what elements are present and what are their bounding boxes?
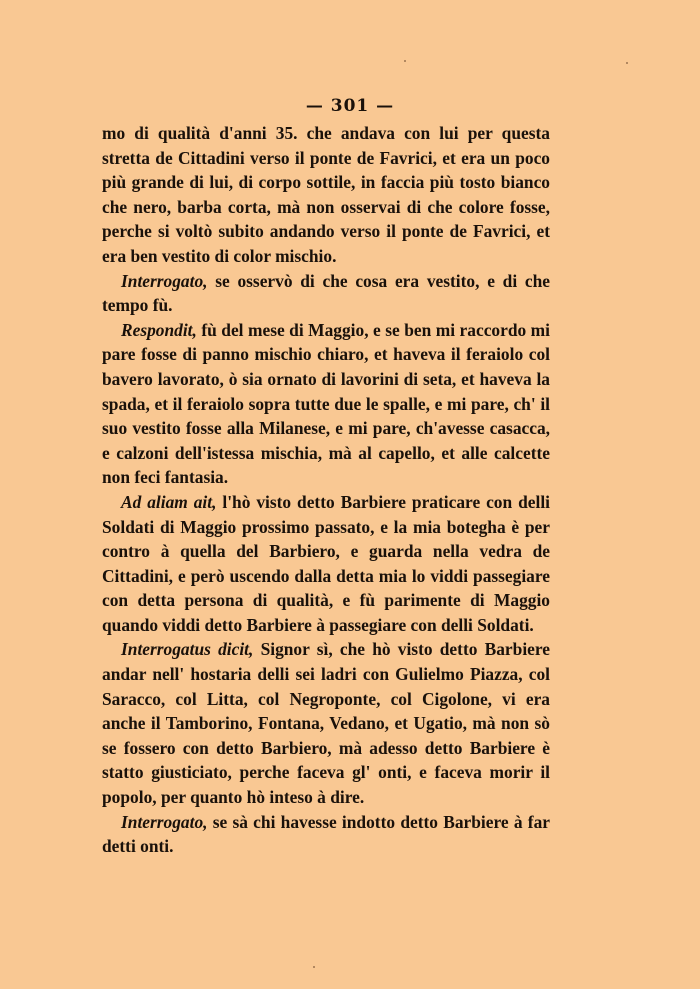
page-number: — 301 — — [305, 96, 395, 116]
paragraph-5 — [102, 637, 550, 809]
paper-speck — [313, 966, 315, 968]
paragraph-4-lead: Ad aliam ait, — [121, 491, 217, 512]
paper-speck — [404, 60, 406, 62]
paragraph-1-text: mo di qualità d'anni 35. che andava con lui per questa stretta de Cittadini verso il ponte de Favrici, et era un poco più grande di lui, di corpo sottile, in faccia più tosto bianco che nero, barba corta, mà non osservai di che colore fosse, perche si voltò subito andando verso il ponte de Favrici, et era ben vestito di color mischio. — [102, 123, 550, 266]
paragraph-4 — [102, 490, 550, 638]
paragraph-2-lead: Interrogato, — [121, 270, 208, 291]
paragraph-3-text: fù del mese di Maggio, e se ben mi raccordo mi pare fosse di panno mischio chiaro, et haveva il feraiolo col bavero lavorato, ò sia ornato di lavorini di seta, et haveva la spada, et il feraiolo sopra tutte due le spalle, e mi pare, ch' il suo vestito fosse alla Milanese, e mi pare, ch'avesse casacca, e calzoni dell'istessa mischia, mà al capello, et alle calcette non feci fantasia. — [102, 319, 550, 488]
paragraph-6-text: se sà chi havesse indotto detto Barbiere à far detti onti. — [102, 811, 550, 857]
paragraph-6 — [102, 810, 550, 859]
paragraph-4-text: l'hò visto detto Barbiere praticare con delli Soldati di Maggio prossimo passato, e la mia botegha è per contro à quella del Barbiero, e guarda nella vedra de Cittadini, e però uscendo dalla detta mia lo viddi passegiare con detta persona di qualità, e fù parimente di Maggio quando viddi detto Barbiere à passegiare con delli Soldati. — [102, 491, 550, 635]
paragraph-3-lead: Respondit, — [121, 319, 197, 340]
paragraph-5-text: Signor sì, che hò visto detto Barbiere andar nell' hostaria delli sei ladri con Gulielmo Piazza, col Saracco, col Litta, col Negroponte, col Cigolone, vi era anche il Tamborino, Fontana, Vedano, et Ugatio, mà non sò se fossero con detto Barbiero, mà adesso detto Barbiere è statto giusticiato, perche faceva gl' onti, e faceva morir il popolo, per quanto hò inteso à dire. — [102, 639, 550, 808]
paragraph-6-lead: Interrogato, — [121, 811, 208, 832]
paper-speck — [626, 62, 628, 64]
paragraph-1 — [102, 121, 550, 269]
paragraph-2-text: se osservò di che cosa era vestito, e di che tempo fù. — [102, 270, 550, 316]
paragraph-5-lead: Interrogatus dicit, — [121, 639, 254, 660]
body-text — [102, 121, 550, 859]
paragraph-2 — [102, 269, 550, 318]
paragraph-3 — [102, 318, 550, 490]
